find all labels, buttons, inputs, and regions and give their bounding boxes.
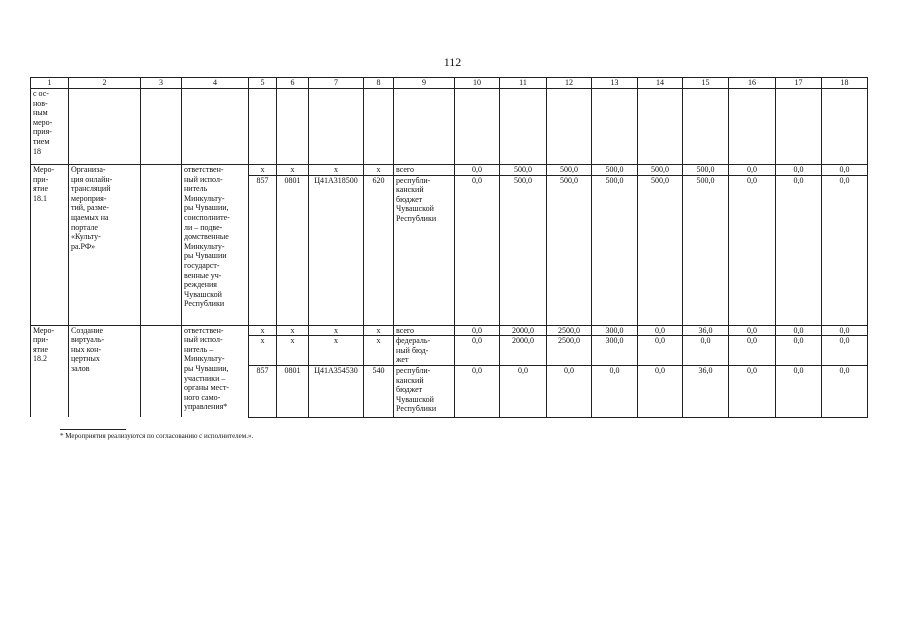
page-number: 112 [443, 55, 462, 69]
header-cell: 2 [69, 78, 141, 89]
value-cell: 0,0 [683, 336, 729, 366]
value-cell: 500,0 [500, 165, 547, 176]
measure-executor: ответствен- ный испол- нитель Минкульту- ры Чувашии, соисполните- ли – подве- домственные Минкульту- ры Чувашии государст- венные уч- реждения Чувашской Республики [182, 165, 249, 326]
header-cell: 11 [500, 78, 547, 89]
code-section: x [277, 325, 309, 336]
code-target: x [309, 325, 364, 336]
code-section: x [277, 336, 309, 366]
value-cell: 2000,0 [500, 325, 547, 336]
measure-title: Создание виртуаль- ных кон- цертных залов [69, 325, 141, 417]
value-cell: 500,0 [638, 165, 683, 176]
code-section: 0801 [277, 175, 309, 325]
code-grbs: 857 [249, 365, 277, 417]
value-cell: 500,0 [592, 175, 638, 325]
funding-source: республи- канский бюджет Чувашской Республики [394, 175, 455, 325]
value-cell: 0,0 [776, 175, 822, 325]
value-cell: 2500,0 [547, 325, 592, 336]
header-row [31, 78, 868, 89]
code-target: Ц41А318500 [309, 175, 364, 325]
header-cell: 10 [455, 78, 500, 89]
value-cell: 500,0 [638, 175, 683, 325]
code-expense-type: x [364, 165, 394, 176]
header-cell: 3 [141, 78, 182, 89]
value-cell: 2000,0 [500, 336, 547, 366]
value-cell: 0,0 [776, 336, 822, 366]
footnote: * Мероприятия реализуются по согласованию с исполнителем.». [60, 432, 254, 440]
code-section: x [277, 165, 309, 176]
value-cell: 0,0 [729, 175, 776, 325]
value-cell: 36,0 [683, 365, 729, 417]
measure-number: Меро- при- ятие 18.1 [31, 165, 69, 326]
value-cell: 0,0 [729, 325, 776, 336]
code-target: Ц41А354530 [309, 365, 364, 417]
value-cell: 0,0 [822, 165, 868, 176]
header-cell: 13 [592, 78, 638, 89]
code-section: 0801 [277, 365, 309, 417]
value-cell: 500,0 [547, 165, 592, 176]
value-cell: 0,0 [455, 165, 500, 176]
value-cell: 0,0 [729, 336, 776, 366]
code-expense-type: 620 [364, 175, 394, 325]
value-cell: 0,0 [500, 365, 547, 417]
code-expense-type: x [364, 336, 394, 366]
header-cell: 16 [729, 78, 776, 89]
value-cell: 0,0 [592, 365, 638, 417]
code-target: x [309, 336, 364, 366]
value-cell: 500,0 [547, 175, 592, 325]
code-grbs: x [249, 336, 277, 366]
funding-source: федераль- ный бюд- жет [394, 336, 455, 366]
measure-number: Меро- при- ятие 18.2 [31, 325, 69, 417]
header-cell: 18 [822, 78, 868, 89]
code-expense-type: x [364, 325, 394, 336]
value-cell: 0,0 [776, 165, 822, 176]
code-grbs: 857 [249, 175, 277, 325]
value-cell: 0,0 [547, 365, 592, 417]
header-cell: 14 [638, 78, 683, 89]
header-cell: 9 [394, 78, 455, 89]
header-cell: 12 [547, 78, 592, 89]
value-cell: 300,0 [592, 336, 638, 366]
funding-source: республи- канский бюджет Чувашской Республики [394, 365, 455, 417]
value-cell: 0,0 [638, 325, 683, 336]
value-cell: 0,0 [455, 336, 500, 366]
header-cell: 6 [277, 78, 309, 89]
code-grbs: x [249, 325, 277, 336]
table-row [31, 325, 868, 336]
header-cell: 5 [249, 78, 277, 89]
code-target: x [309, 165, 364, 176]
continuation-row [31, 89, 868, 165]
funding-source: всего [394, 165, 455, 176]
value-cell: 0,0 [822, 365, 868, 417]
value-cell: 0,0 [776, 325, 822, 336]
value-cell: 0,0 [455, 325, 500, 336]
value-cell: 500,0 [592, 165, 638, 176]
header-cell: 4 [182, 78, 249, 89]
header-cell: 15 [683, 78, 729, 89]
header-cell: 8 [364, 78, 394, 89]
value-cell: 0,0 [822, 175, 868, 325]
value-cell: 500,0 [683, 165, 729, 176]
budget-table [30, 77, 868, 418]
measure-executor: ответствен- ный испол- нитель – Минкульту- ры Чувашии, участники – органы мест- ного само- управления* [182, 325, 249, 417]
value-cell: 0,0 [729, 365, 776, 417]
code-grbs: x [249, 165, 277, 176]
value-cell: 500,0 [500, 175, 547, 325]
header-cell: 17 [776, 78, 822, 89]
funding-source: всего [394, 325, 455, 336]
value-cell: 0,0 [638, 365, 683, 417]
value-cell: 0,0 [776, 365, 822, 417]
header-cell: 1 [31, 78, 69, 89]
footnote-divider [60, 429, 126, 430]
header-cell: 7 [309, 78, 364, 89]
measure-title: Организа- ция онлайн- трансляций мероприя- тий, разме- щаемых на портале «Культу- ра.РФ» [69, 165, 141, 326]
value-cell: 0,0 [638, 336, 683, 366]
value-cell: 0,0 [822, 325, 868, 336]
value-cell: 2500,0 [547, 336, 592, 366]
value-cell: 0,0 [455, 365, 500, 417]
value-cell: 0,0 [822, 336, 868, 366]
value-cell: 0,0 [729, 165, 776, 176]
value-cell: 300,0 [592, 325, 638, 336]
code-expense-type: 540 [364, 365, 394, 417]
value-cell: 500,0 [683, 175, 729, 325]
value-cell: 36,0 [683, 325, 729, 336]
value-cell: 0,0 [455, 175, 500, 325]
continuation-label: с ос- нов- ным меро- прия- тием 18 [31, 89, 69, 165]
table-row [31, 165, 868, 176]
